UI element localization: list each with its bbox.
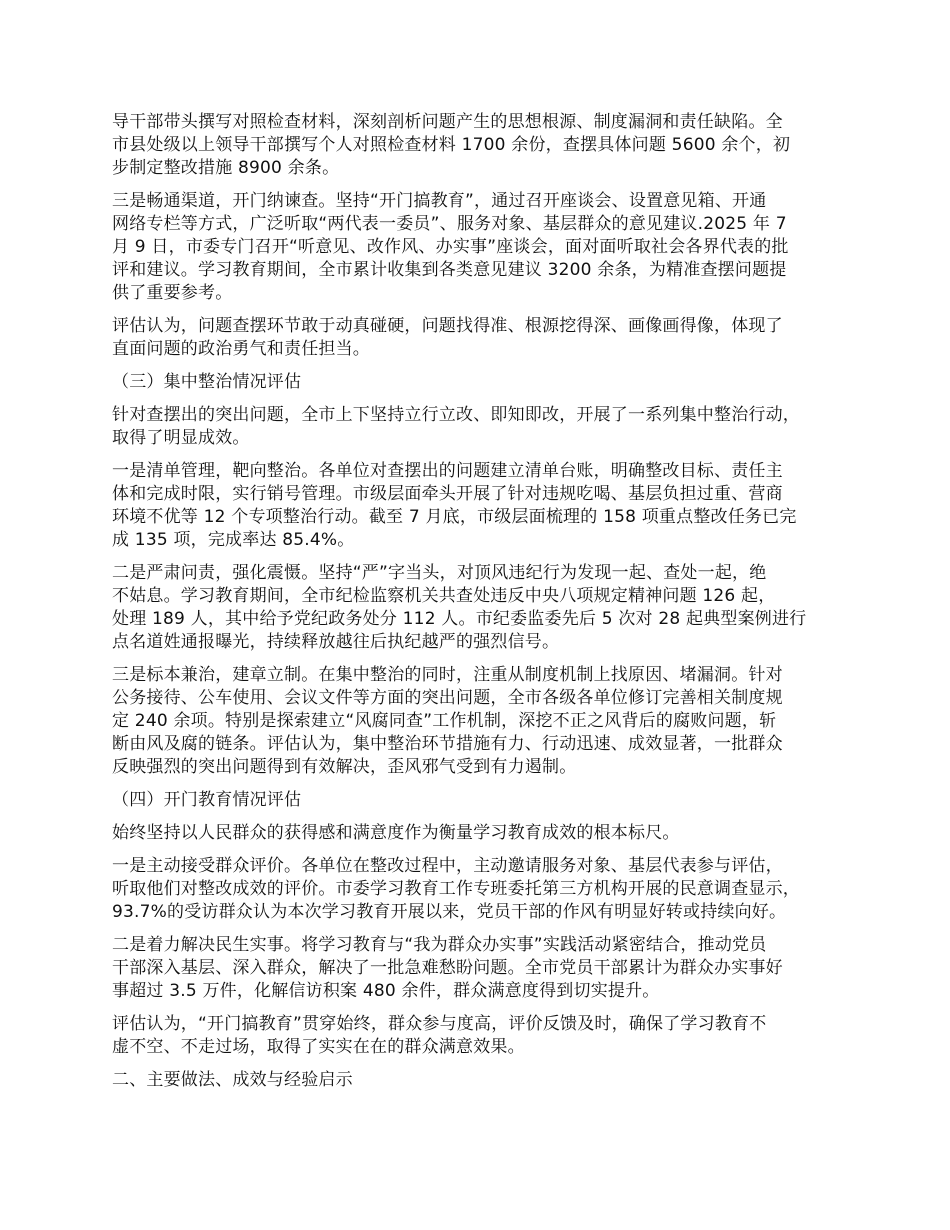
paragraph: [112, 190, 862, 305]
text-line: （三）集中整治情况评估: [112, 372, 302, 392]
paragraph: [112, 822, 862, 845]
text-line: 二是着力解决民生实事。将学习教育与“我为群众办实事”实践活动紧密结合，推动党员: [112, 935, 767, 955]
text-line: 评和建议。学习教育期间，全市累计收集到各类意见建议 3200 余条，为精准查摆问题提: [112, 260, 787, 280]
text-line: 评估认为，“开门搞教育”贯穿始终，群众参与度高，评价反馈及时，确保了学习教育不: [112, 1014, 767, 1034]
text-line: 导干部带头撰写对照检查材料，深刻剖析问题产生的思想根源、制度漏洞和责任缺陷。全: [112, 112, 783, 132]
text-line: 不姑息。学习教育期间，全市纪检监察机关共查处违反中央八项规定精神问题 126 起，: [112, 586, 776, 606]
paragraph: [112, 111, 862, 180]
text-line: 听取他们对整改成效的评价。市委学习教育工作专班委托第三方机构开展的民意调查显示，: [112, 879, 800, 899]
text-line: 取得了明显成效。: [112, 428, 250, 448]
text-line: 成 135 项，完成率达 85.4%。: [112, 530, 355, 550]
text-line: 处理 189 人，其中给予党纪政务处分 112 人。市纪委监委先后 5 次对 28 起典型案例进行: [112, 609, 807, 629]
text-line: 步制定整改措施 8900 余条。: [112, 158, 340, 178]
section-heading: [112, 789, 862, 812]
text-line: 反映强烈的突出问题得到有效解决，歪风邪气受到有力遏制。: [112, 757, 577, 777]
text-line: 体和完成时限，实行销号管理。市级层面牵头开展了针对违规吃喝、基层负担过重、营商: [112, 484, 783, 504]
text-line: 定 240 余项。特别是探索建立“风腐同查”工作机制，深挖不正之风背后的腐败问题，斩: [112, 711, 777, 731]
text-line: 二、主要做法、成效与经验启示: [112, 1070, 353, 1090]
text-line: 直面问题的政治勇气和责任担当。: [112, 339, 370, 359]
document-body: [112, 111, 862, 1102]
paragraph: [112, 855, 862, 924]
text-line: 事超过 3.5 万件，化解信访积案 480 余件，群众满意度得到切实提升。: [112, 981, 660, 1001]
paragraph: [112, 934, 862, 1003]
paragraph: [112, 1013, 862, 1059]
text-line: 干部深入基层、深入群众，解决了一批急难愁盼问题。全市党员干部累计为群众办实事好: [112, 958, 783, 978]
text-line: 二是严肃问责，强化震慑。坚持“严”字当头，对顶风违纪行为发现一起、查处一起，绝: [112, 563, 767, 583]
section-heading: [112, 1069, 862, 1092]
text-line: 月 9 日，市委专门召开“听意见、改作风、办实事”座谈会，面对面听取社会各界代表的批: [112, 237, 789, 257]
text-line: 始终坚持以人民群众的获得感和满意度作为衡量学习教育成效的根本标尺。: [112, 823, 680, 843]
text-line: 市县处级以上领导干部撰写个人对照检查材料 1700 余份，查摆具体问题 5600 余个，初: [112, 135, 791, 155]
paragraph: [112, 315, 862, 361]
paragraph: [112, 460, 862, 552]
text-line: 公务接待、公车使用、会议文件等方面的突出问题，全市各级各单位修订完善相关制度规: [112, 688, 783, 708]
text-line: 93.7%的受访群众认为本次学习教育开展以来，党员干部的作风有明显好转或持续向好。: [112, 902, 787, 922]
text-line: 三是畅通渠道，开门纳谏查。坚持“开门搞教育”，通过召开座谈会、设置意见箱、开通: [112, 191, 767, 211]
text-line: 环境不优等 12 个专项整治行动。截至 7 月底，市级层面梳理的 158 项重点整改任务已完: [112, 507, 797, 527]
text-line: 评估认为，问题查摆环节敢于动真碰硬，问题找得准、根源挖得深、画像画得像，体现了: [112, 316, 783, 336]
text-line: 供了重要参考。: [112, 283, 233, 303]
text-line: 一是主动接受群众评价。各单位在整改过程中，主动邀请服务对象、基层代表参与评估，: [112, 856, 783, 876]
text-line: 三是标本兼治，建章立制。在集中整治的同时，注重从制度机制上找原因、堵漏洞。针对: [112, 665, 783, 685]
paragraph: [112, 404, 862, 450]
text-line: 点名道姓通报曝光，持续释放越往后执纪越严的强烈信号。: [112, 632, 560, 652]
section-heading: [112, 371, 862, 394]
text-line: 断由风及腐的链条。评估认为，集中整治环节措施有力、行动迅速、成效显著，一批群众: [112, 734, 783, 754]
paragraph: [112, 562, 862, 654]
paragraph: [112, 664, 862, 779]
text-line: 网络专栏等方式，广泛听取“两代表一委员”、服务对象、基层群众的意见建议.2025 年 7: [112, 214, 787, 234]
text-line: 虚不空、不走过场，取得了实实在在的群众满意效果。: [112, 1037, 525, 1057]
text-line: 一是清单管理，靶向整治。各单位对查摆出的问题建立清单台账，明确整改目标、责任主: [112, 461, 783, 481]
text-line: 针对查摆出的突出问题，全市上下坚持立行立改、即知即改，开展了一系列集中整治行动，: [112, 405, 800, 425]
text-line: （四）开门教育情况评估: [112, 790, 302, 810]
